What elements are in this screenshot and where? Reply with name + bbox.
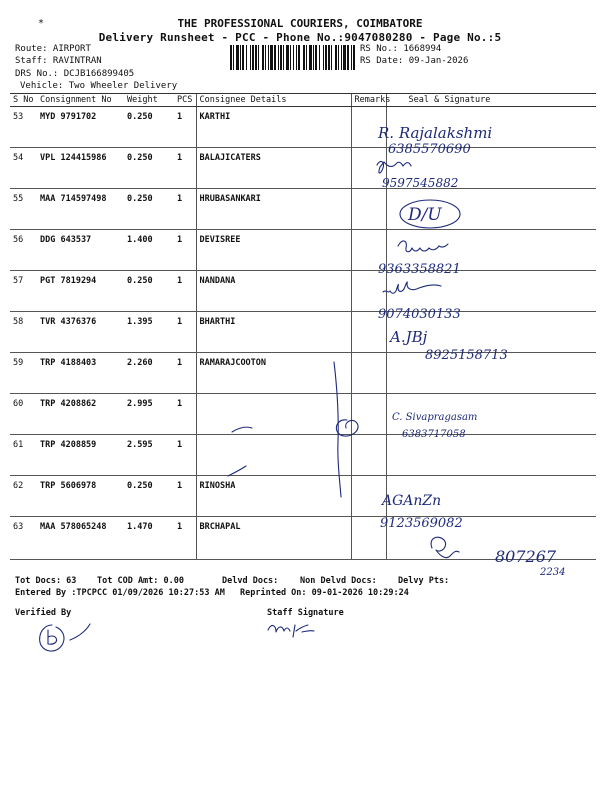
- phone-rinosha: 9123569082: [380, 516, 463, 531]
- cell-weight: 1.395: [124, 312, 174, 353]
- cell-weight: 1.470: [124, 517, 174, 560]
- cell-signature: [386, 271, 596, 312]
- cell-weight: 0.250: [124, 189, 174, 230]
- cell-signature: [386, 230, 596, 271]
- entered-by: Entered By :TPCPCC 01/09/2026 10:27:53 AM: [15, 588, 225, 598]
- runsheet-table: [10, 93, 596, 560]
- cell-pcs: 1: [174, 517, 196, 560]
- table-row: [10, 271, 596, 312]
- cell-sno: 56: [10, 230, 37, 271]
- cell-signature: [386, 107, 596, 148]
- cell-consignee: DEVISREE: [196, 230, 351, 271]
- delivered-docs: Delvd Docs:: [222, 576, 279, 586]
- cell-sno: 54: [10, 148, 37, 189]
- cell-remarks: [351, 394, 386, 435]
- table-row: [10, 435, 596, 476]
- phone-row-60: 6383717058: [402, 429, 466, 440]
- cell-signature: [386, 189, 596, 230]
- cell-pcs: 1: [174, 189, 196, 230]
- cell-remarks: [351, 148, 386, 189]
- cell-consignment: TRP 5606978: [37, 476, 124, 517]
- route-label: Route: AIRPORT: [15, 44, 91, 54]
- phone-nandana: 9074030133: [378, 307, 461, 322]
- staff-signature-mark: [268, 625, 314, 637]
- cell-weight: 1.400: [124, 230, 174, 271]
- table-row: [10, 353, 596, 394]
- company-title: THE PROFESSIONAL COURIERS, COIMBATORE: [177, 17, 423, 30]
- cell-signature: [386, 312, 596, 353]
- cell-weight: 2.595: [124, 435, 174, 476]
- cell-remarks: [351, 476, 386, 517]
- cell-pcs: 1: [174, 107, 196, 148]
- header-sno: S No: [10, 94, 37, 107]
- signature-karthi: R. Rajalakshmi: [378, 124, 493, 142]
- table-row: [10, 312, 596, 353]
- cell-consignee: RINOSHA: [196, 476, 351, 517]
- cell-sno: 62: [10, 476, 37, 517]
- cell-consignment: TRP 4208859: [37, 435, 124, 476]
- delivery-points: Delvy Pts:: [398, 576, 450, 586]
- cell-remarks: [351, 435, 386, 476]
- vehicle-label: Vehicle: Two Wheeler Delivery: [20, 81, 178, 91]
- cell-sno: 60: [10, 394, 37, 435]
- cell-pcs: 1: [174, 394, 196, 435]
- cell-remarks: [351, 271, 386, 312]
- signature-rinosha: AGAnZn: [382, 493, 442, 509]
- rs-date: RS Date: 09-Jan-2026: [360, 56, 469, 66]
- cell-consignee: RAMARAJCOOTON: [196, 353, 351, 394]
- phone-bharthi: 8925158713: [425, 348, 508, 363]
- cell-consignment: MAA 578065248: [37, 517, 124, 560]
- cell-weight: 0.250: [124, 476, 174, 517]
- cell-weight: 0.250: [124, 148, 174, 189]
- signature-row-60: C. Sivapragasam: [392, 412, 478, 423]
- phone-balajicaters: 9597545882: [382, 176, 459, 190]
- cell-sno: 58: [10, 312, 37, 353]
- verified-by-label: Verified By: [15, 608, 72, 618]
- header-seal-signature: Seal & Signature: [386, 94, 596, 107]
- rs-number: RS No.: 1668994: [360, 44, 442, 54]
- cell-weight: 0.250: [124, 107, 174, 148]
- cell-pcs: 1: [174, 353, 196, 394]
- cell-signature: [386, 476, 596, 517]
- cell-signature: [386, 517, 596, 560]
- cell-consignee: BALAJICATERS: [196, 148, 351, 189]
- cell-pcs: 1: [174, 148, 196, 189]
- cell-consignee: KARTHI: [196, 107, 351, 148]
- cell-signature: [386, 435, 596, 476]
- verified-signature: [40, 624, 90, 651]
- drs-label: DRS No.: DCJB166899405: [15, 69, 135, 79]
- reprinted-on: Reprinted On: 09-01-2026 10:29:24: [240, 588, 409, 598]
- staff-signature-label: Staff Signature: [267, 608, 344, 618]
- total-cod: Tot COD Amt: 0.00: [97, 576, 184, 586]
- cell-consignee: BRCHAPAL: [196, 517, 351, 560]
- cell-consignee: [196, 394, 351, 435]
- cell-consignee: HRUBASANKARI: [196, 189, 351, 230]
- phone-karthi: 6385570690: [388, 142, 471, 157]
- header-weight: Weight: [124, 94, 174, 107]
- phone-devisree: 9363358821: [378, 262, 461, 277]
- table-header-row: [10, 94, 596, 107]
- total-docs: Tot Docs: 63: [15, 576, 77, 586]
- cell-sno: 63: [10, 517, 37, 560]
- cell-sno: 61: [10, 435, 37, 476]
- table-row: [10, 476, 596, 517]
- cell-consignee: BHARTHI: [196, 312, 351, 353]
- non-delivered-docs: Non Delvd Docs:: [300, 576, 377, 586]
- staff-label: Staff: RAVINTRAN: [15, 56, 102, 66]
- header-consignment: Consignment No: [37, 94, 124, 107]
- cell-consignee: [196, 435, 351, 476]
- cell-consignment: DDG 643537: [37, 230, 124, 271]
- cell-pcs: 1: [174, 435, 196, 476]
- table-row: [10, 230, 596, 271]
- cell-signature: [386, 148, 596, 189]
- signature-bharthi: A.JBj: [390, 328, 428, 346]
- cell-remarks: [351, 107, 386, 148]
- table-row: [10, 107, 596, 148]
- cell-consignee: NANDANA: [196, 271, 351, 312]
- table-row: [10, 394, 596, 435]
- cell-remarks: [351, 189, 386, 230]
- cell-consignment: PGT 7819294: [37, 271, 124, 312]
- cell-remarks: [351, 312, 386, 353]
- cell-consignment: MAA 714597498: [37, 189, 124, 230]
- cell-pcs: 1: [174, 312, 196, 353]
- table-row: [10, 148, 596, 189]
- cell-sno: 57: [10, 271, 37, 312]
- cell-weight: 2.260: [124, 353, 174, 394]
- cell-sno: 53: [10, 107, 37, 148]
- cell-pcs: 1: [174, 271, 196, 312]
- table-row: [10, 517, 596, 560]
- cell-remarks: [351, 517, 386, 560]
- header-mark: *: [38, 18, 45, 29]
- cell-consignment: VPL 124415986: [37, 148, 124, 189]
- extra-brchapal: 2234: [540, 567, 566, 578]
- cell-signature: [386, 394, 596, 435]
- barcode: [230, 45, 355, 70]
- cell-signature: [386, 353, 596, 394]
- remark-du: D/U: [408, 205, 442, 225]
- cell-remarks: [351, 230, 386, 271]
- cell-pcs: 1: [174, 476, 196, 517]
- cell-sno: 59: [10, 353, 37, 394]
- cell-remarks: [351, 353, 386, 394]
- cell-consignment: MYD 9791702: [37, 107, 124, 148]
- cell-consignment: TRP 4208862: [37, 394, 124, 435]
- header-pcs: PCS: [174, 94, 196, 107]
- cell-weight: 2.995: [124, 394, 174, 435]
- cell-weight: 0.250: [124, 271, 174, 312]
- phone-brchapal: 807267: [495, 547, 557, 566]
- header-consignee: Consignee Details: [196, 94, 351, 107]
- table-row: [10, 189, 596, 230]
- header-remarks: Remarks: [351, 94, 386, 107]
- cell-consignment: TVR 4376376: [37, 312, 124, 353]
- cell-consignment: TRP 4188403: [37, 353, 124, 394]
- runsheet-title: Delivery Runsheet - PCC - Phone No.:9047080280 - Page No.:5: [98, 31, 502, 44]
- cell-sno: 55: [10, 189, 37, 230]
- cell-pcs: 1: [174, 230, 196, 271]
